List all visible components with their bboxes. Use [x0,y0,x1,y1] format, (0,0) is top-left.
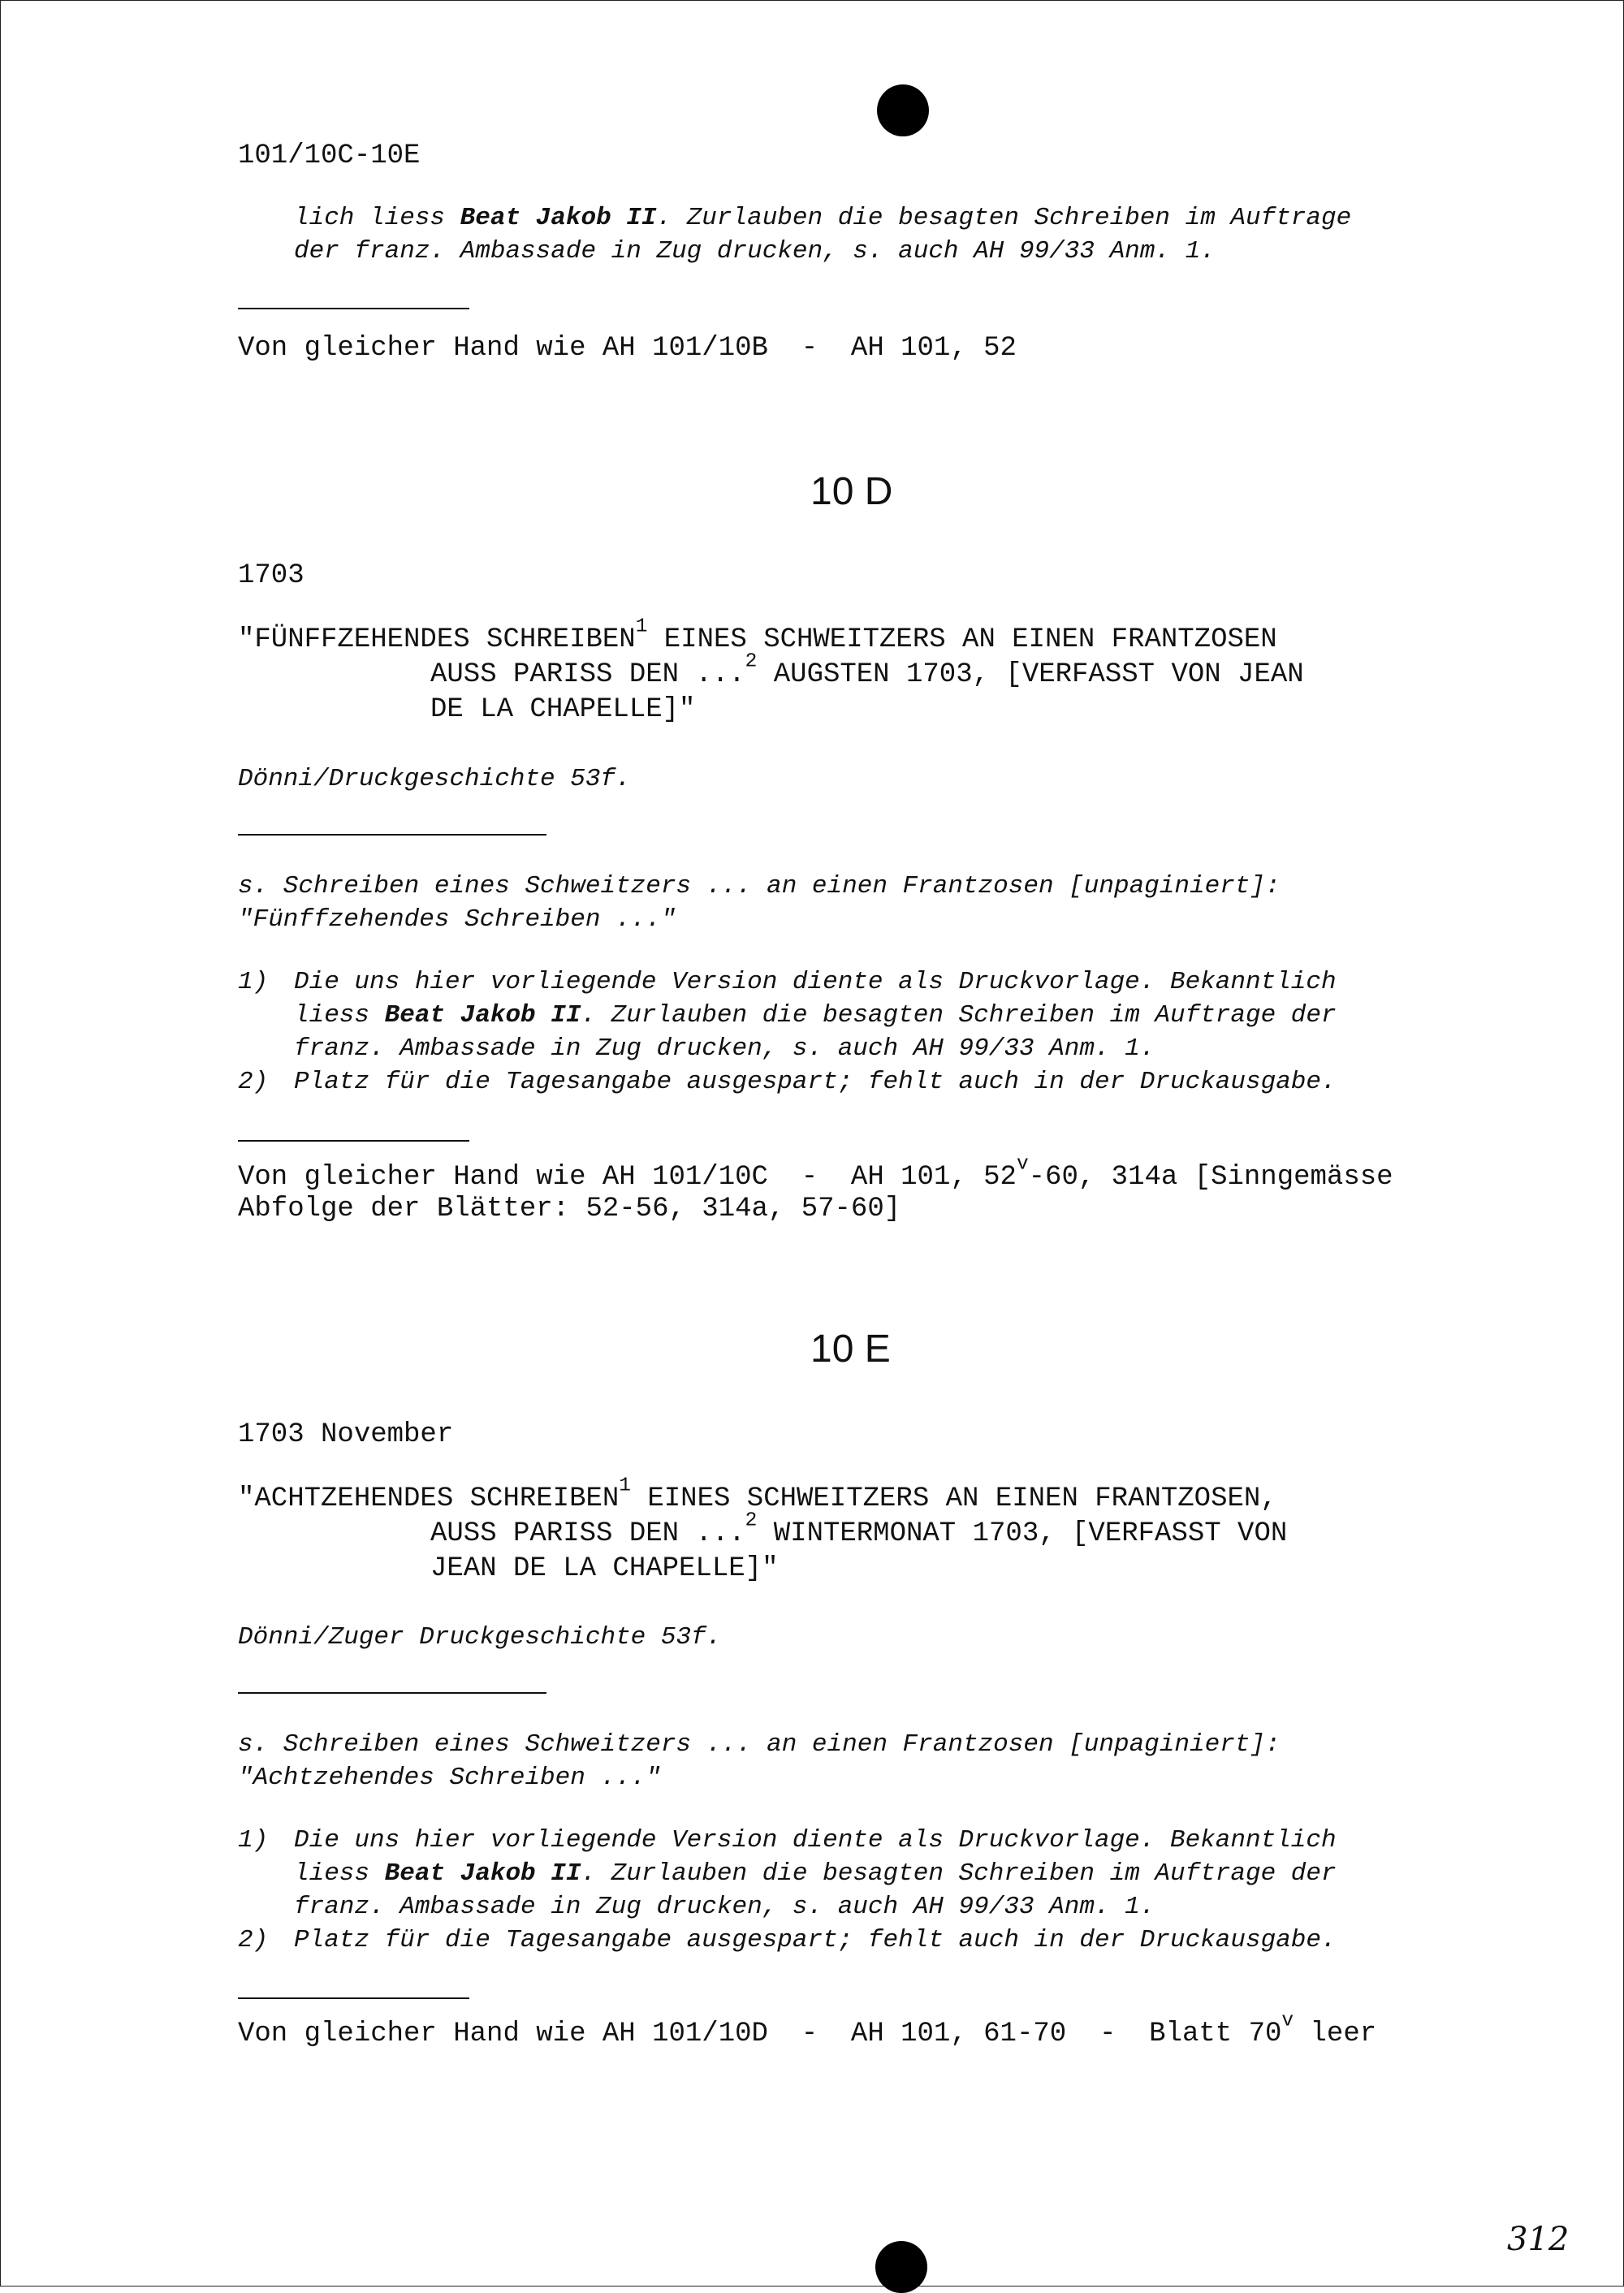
divider [238,1997,469,1999]
document-title-10e-line-2: AUSS PARISS DEN ...$^2$ WINTERMONAT 1703, [VERFASST VON [430,1509,1288,1549]
divider [238,1692,546,1694]
footnote-marker: 1 [635,615,648,638]
footnote-marker: 1 [619,1475,631,1497]
footnote-1-10d-line-2: liess Beat Jakob II. Zurlauben die besagten Schreiben im Auftrage der [294,1001,1337,1030]
footnote-1-10d-line-3: franz. Ambassade in Zug drucken, s. auch AH 99/33 Anm. 1. [294,1034,1155,1063]
see-reference-10e-line-1: s. Schreiben eines Schweitzers ... an einen Frantzosen [unpaginiert]: [238,1730,1281,1759]
archive-reference: 101/10C-10E [238,140,421,171]
see-reference-10d-line-2: "Fünffzehendes Schreiben ..." [238,905,676,934]
section-heading-10d: 10 D [810,470,893,513]
binding-hole-top [877,84,929,136]
source-note-10d-line-2: Abfolge der Blätter: 52-56, 314a, 57-60] [238,1194,901,1224]
source-note-10e: Von gleicher Hand wie AH 101/10D - AH 101, 61-70 - Blatt 70$^v$ leer [238,2010,1377,2049]
section-date-10e: 1703 November [238,1419,454,1450]
section-date-10d: 1703 [238,560,304,591]
handwritten-page-number: 312 [1507,2221,1570,2258]
section-heading-10e: 10 E [810,1328,891,1371]
literature-10e: Dönni/Zuger Druckgeschichte 53f. [238,1623,722,1652]
literature-10d: Dönni/Druckgeschichte 53f. [238,765,631,793]
footnote-1-10e-line-3: franz. Ambassade in Zug drucken, s. auch AH 99/33 Anm. 1. [294,1893,1155,1921]
footnote-number: 1) [238,968,269,996]
footnote-1-10d-line-1: Die uns hier vorliegende Version diente als Druckvorlage. Bekanntlich [294,968,1337,996]
document-title-10d-line-3: DE LA CHAPELLE]" [430,694,696,725]
verso-marker: v [1281,2010,1294,2032]
footnote-2-10e: Platz für die Tagesangabe ausgespart; fehlt auch in der Druckausgabe. [294,1926,1337,1954]
footnote-1-10e-line-1: Die uns hier vorliegende Version diente als Druckvorlage. Bekanntlich [294,1826,1337,1855]
footnote-marker: 2 [745,1509,758,1532]
verso-marker: v [1016,1153,1029,1176]
document-title-10e-line-1: "ACHTZEHENDES SCHREIBEN$^1$ EINES SCHWEITZERS AN EINEN FRANTZOSEN, [238,1475,1277,1514]
divider [238,1140,469,1142]
document-title-10d-line-2: AUSS PARISS DEN ...$^2$ AUGSTEN 1703, [VERFASST VON JEAN [430,650,1304,690]
see-reference-10e-line-2: "Achtzehendes Schreiben ..." [238,1764,661,1792]
footnote-1-10e-line-2: liess Beat Jakob II. Zurlauben die besagten Schreiben im Auftrage der [294,1859,1337,1888]
footnote-number: 2) [238,1068,269,1096]
document-title-10e-line-3: JEAN DE LA CHAPELLE]" [430,1553,779,1584]
divider [238,834,546,836]
continued-note-line-2: der franz. Ambassade in Zug drucken, s. auch AH 99/33 Anm. 1. [294,237,1216,266]
footnote-2-10d: Platz für die Tagesangabe ausgespart; fehlt auch in der Druckausgabe. [294,1068,1337,1096]
binding-hole-bottom [875,2241,927,2293]
divider [238,308,469,309]
continued-note-line-1: lich liess Beat Jakob II. Zurlauben die besagten Schreiben im Auftrage [294,204,1352,232]
footnote-marker: 2 [745,650,758,673]
document-title-10d-line-1: "FÜNFFZEHENDES SCHREIBEN$^1$ EINES SCHWEITZERS AN EINEN FRANTZOSEN [238,615,1277,655]
footnote-number: 2) [238,1926,269,1954]
footnote-number: 1) [238,1826,269,1855]
see-reference-10d-line-1: s. Schreiben eines Schweitzers ... an einen Frantzosen [unpaginiert]: [238,872,1281,900]
source-note-10c: Von gleicher Hand wie AH 101/10B - AH 101, 52 [238,333,1017,364]
source-note-10d-line-1: Von gleicher Hand wie AH 101/10C - AH 101, 52$^v$-60, 314a [Sinngemässe [238,1153,1393,1193]
